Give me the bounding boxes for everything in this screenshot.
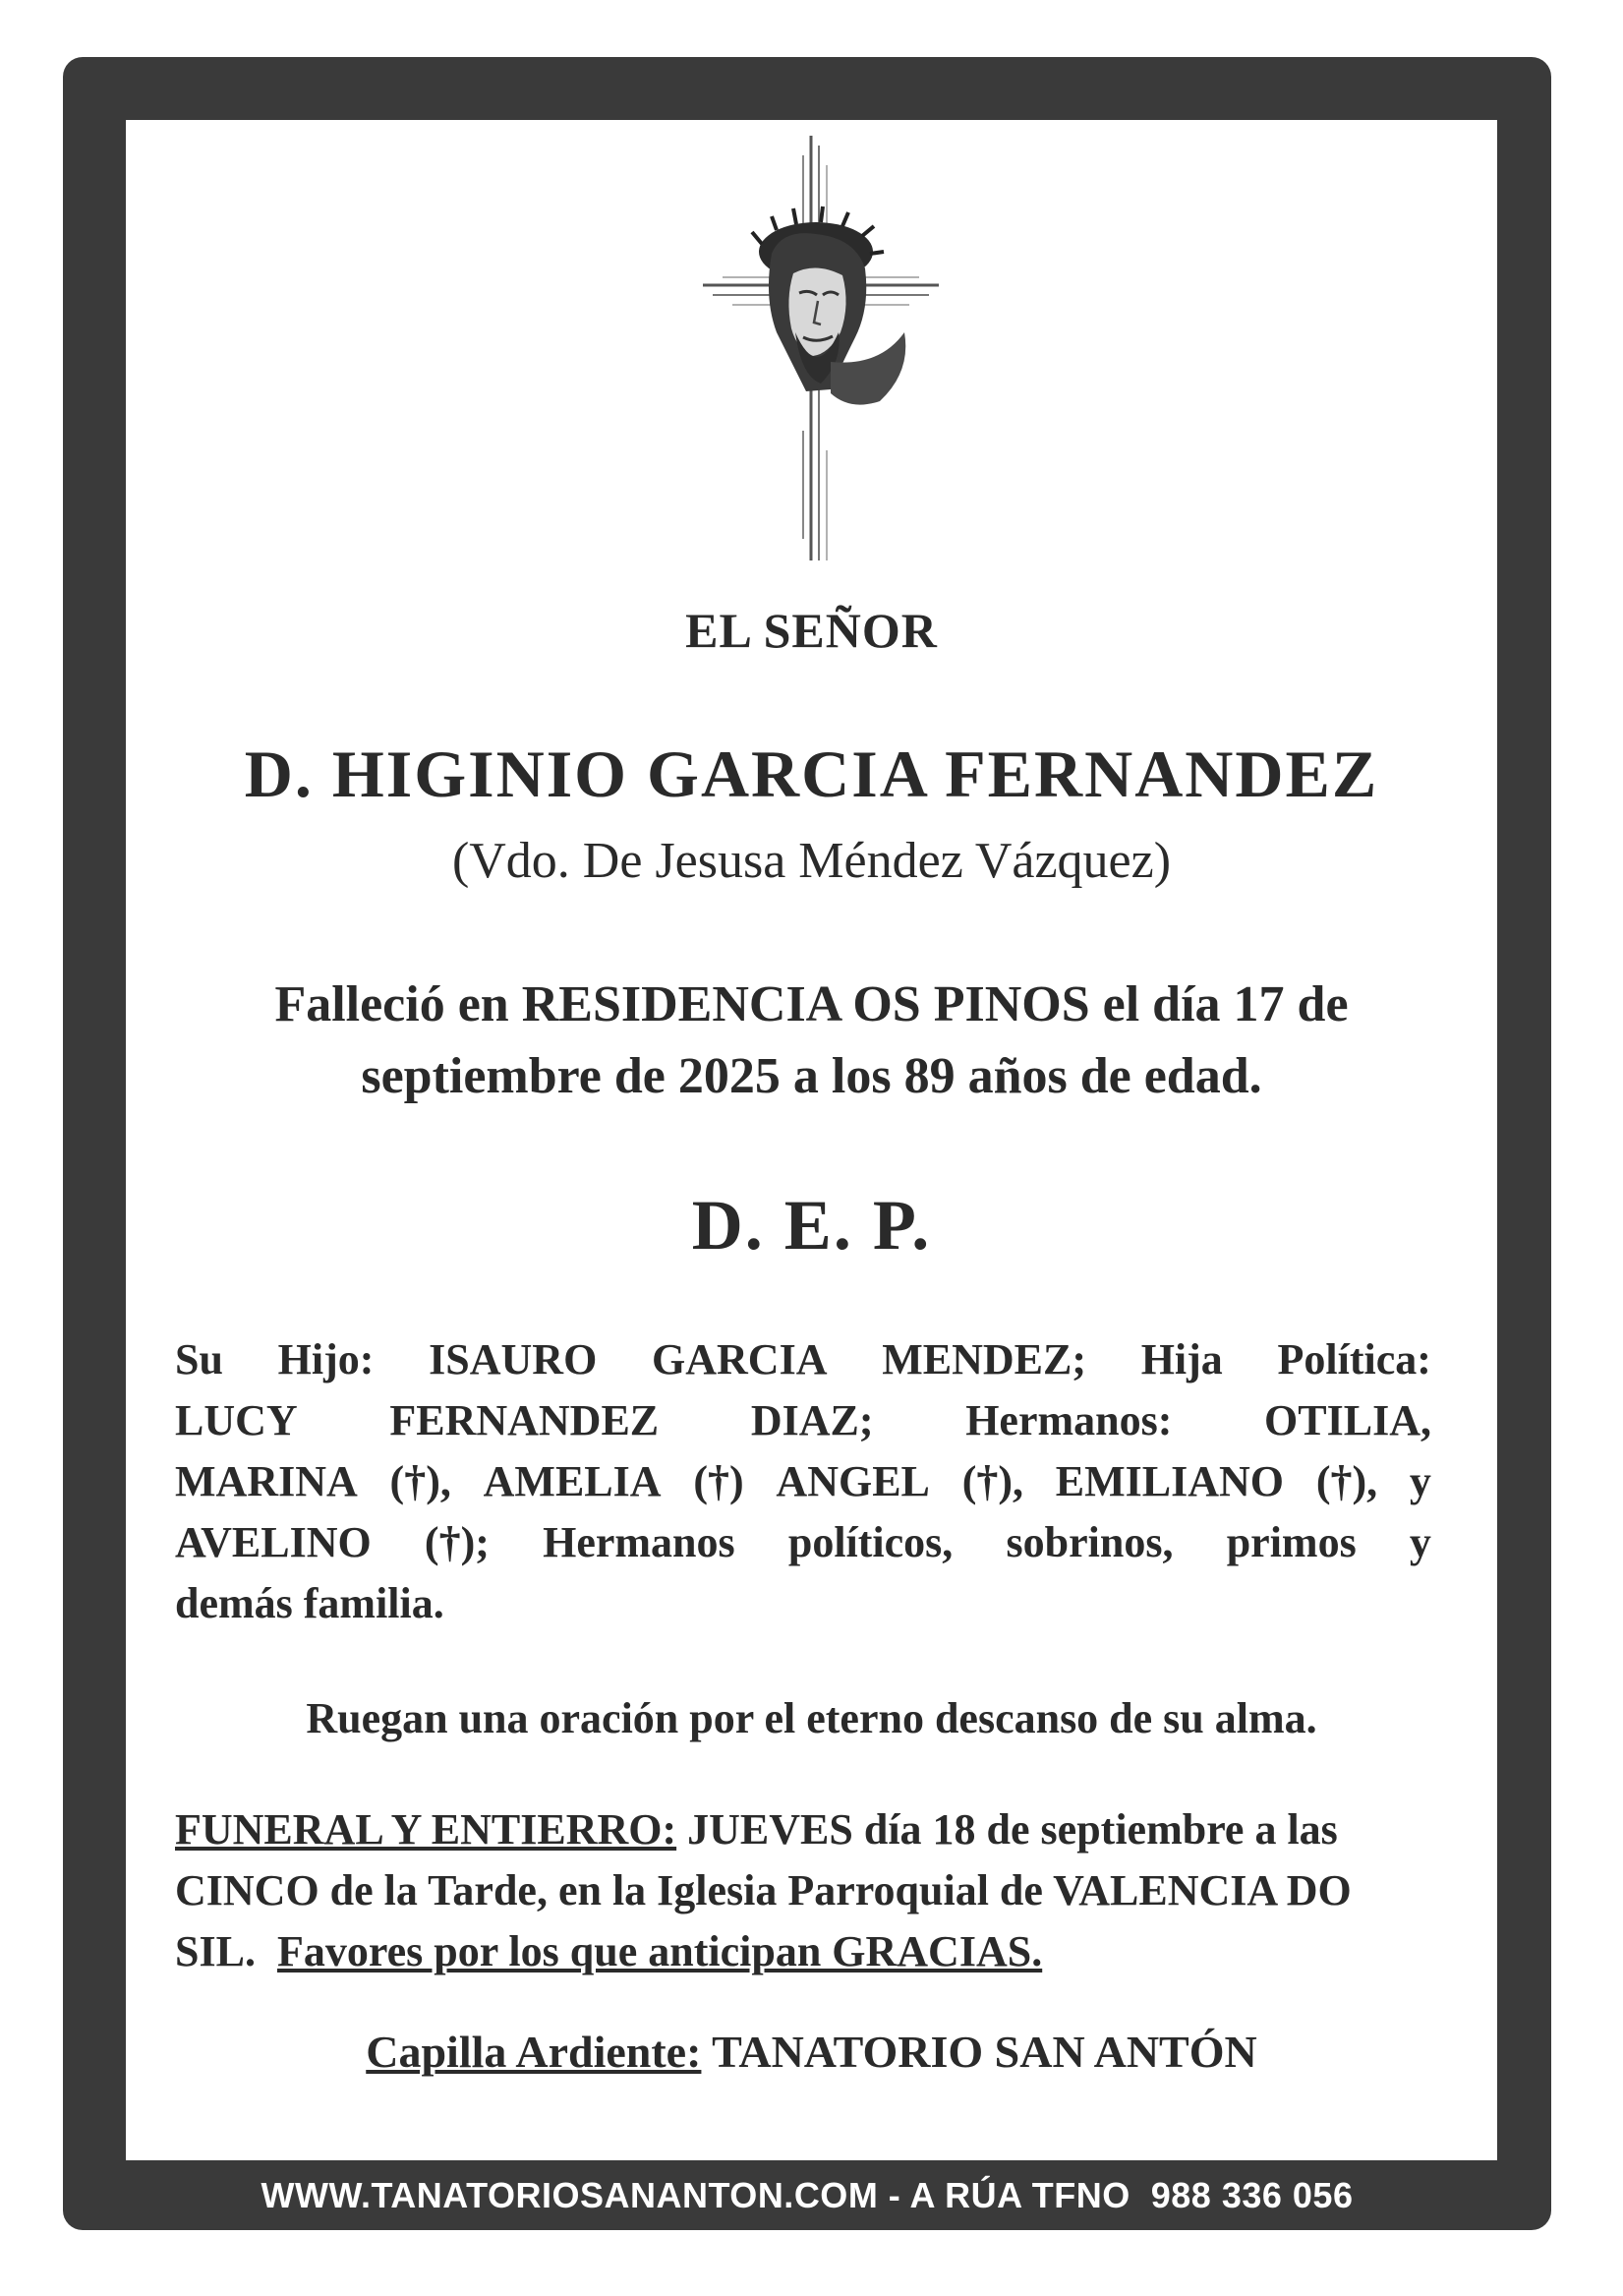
- funeral-place-end: SIL.: [175, 1927, 277, 1975]
- family-word: (†),: [389, 1457, 451, 1505]
- family-line-5: demás familia.: [175, 1579, 444, 1627]
- funeral-line-3: [175, 1921, 1443, 1982]
- chapel-info: [126, 2026, 1497, 2078]
- family-word: Su: [175, 1335, 223, 1383]
- family-paragraph: [175, 1329, 1431, 1634]
- family-line-2: [175, 1390, 1431, 1451]
- family-word: y: [1409, 1457, 1431, 1505]
- family-word: y: [1409, 1518, 1431, 1566]
- family-word: FERNANDEZ: [389, 1396, 660, 1444]
- family-word: (†);: [424, 1518, 490, 1566]
- footer-contact: WWW.TANATORIOSANANTON.COM - A RÚA TFNO 988 336 056: [261, 2175, 1354, 2215]
- family-line-3: [175, 1451, 1431, 1512]
- family-word: MARINA: [175, 1457, 358, 1505]
- rest-in-peace: D. E. P.: [691, 1186, 932, 1265]
- crucifix-icon: [683, 136, 949, 560]
- family-word: AMELIA: [483, 1457, 662, 1505]
- chapel-value: TANATORIO SAN ANTÓN: [701, 2027, 1257, 2077]
- family-word: (†),: [1315, 1457, 1378, 1505]
- funeral-details: [175, 1799, 1443, 1982]
- family-word: LUCY: [175, 1396, 298, 1444]
- death-details-line-1: Falleció en RESIDENCIA OS PINOS el día 17 de: [274, 976, 1349, 1032]
- family-word: (†): [693, 1457, 744, 1505]
- family-word: ANGEL: [776, 1457, 930, 1505]
- family-word: GARCIA: [652, 1335, 828, 1383]
- family-word: (†),: [961, 1457, 1023, 1505]
- family-word: MENDEZ;: [882, 1335, 1086, 1383]
- notice-title: EL SEÑOR: [685, 603, 938, 658]
- funeral-label: FUNERAL Y ENTIERRO:: [175, 1805, 677, 1854]
- family-word: Hermanos:: [965, 1396, 1173, 1444]
- family-word: Hija: [1140, 1335, 1223, 1383]
- funeral-thanks: Favores por los que anticipan GRACIAS.: [276, 1927, 1043, 1975]
- family-word: AVELINO: [175, 1518, 372, 1566]
- funeral-line-2: CINCO de la Tarde, en la Iglesia Parroquial de VALENCIA DO: [175, 1866, 1352, 1914]
- deceased-name: D. HIGINIO GARCIA FERNANDEZ: [244, 736, 1379, 811]
- family-word: DIAZ;: [750, 1396, 874, 1444]
- family-word: políticos,: [787, 1518, 954, 1566]
- family-word: Política:: [1277, 1335, 1431, 1383]
- family-line-1: [175, 1329, 1431, 1390]
- family-word: Hermanos: [543, 1518, 735, 1566]
- prayer-request: Ruegan una oración por el eterno descanso de su alma.: [306, 1694, 1317, 1742]
- death-details-line-2: septiembre de 2025 a los 89 años de edad.: [361, 1048, 1262, 1104]
- family-word: EMILIANO: [1055, 1457, 1285, 1505]
- funeral-line-1: [175, 1799, 1443, 1860]
- family-word: ISAURO: [429, 1335, 598, 1383]
- chapel-label: Capilla Ardiente:: [366, 2027, 702, 2077]
- family-word: sobrinos,: [1006, 1518, 1174, 1566]
- family-word: OTILIA,: [1264, 1396, 1431, 1444]
- family-word: Hijo:: [277, 1335, 375, 1383]
- family-word: primos: [1226, 1518, 1357, 1566]
- widower-of: (Vdo. De Jesusa Méndez Vázquez): [451, 833, 1172, 889]
- family-line-4: [175, 1512, 1431, 1573]
- funeral-day: JUEVES día 18 de septiembre a las: [676, 1805, 1338, 1854]
